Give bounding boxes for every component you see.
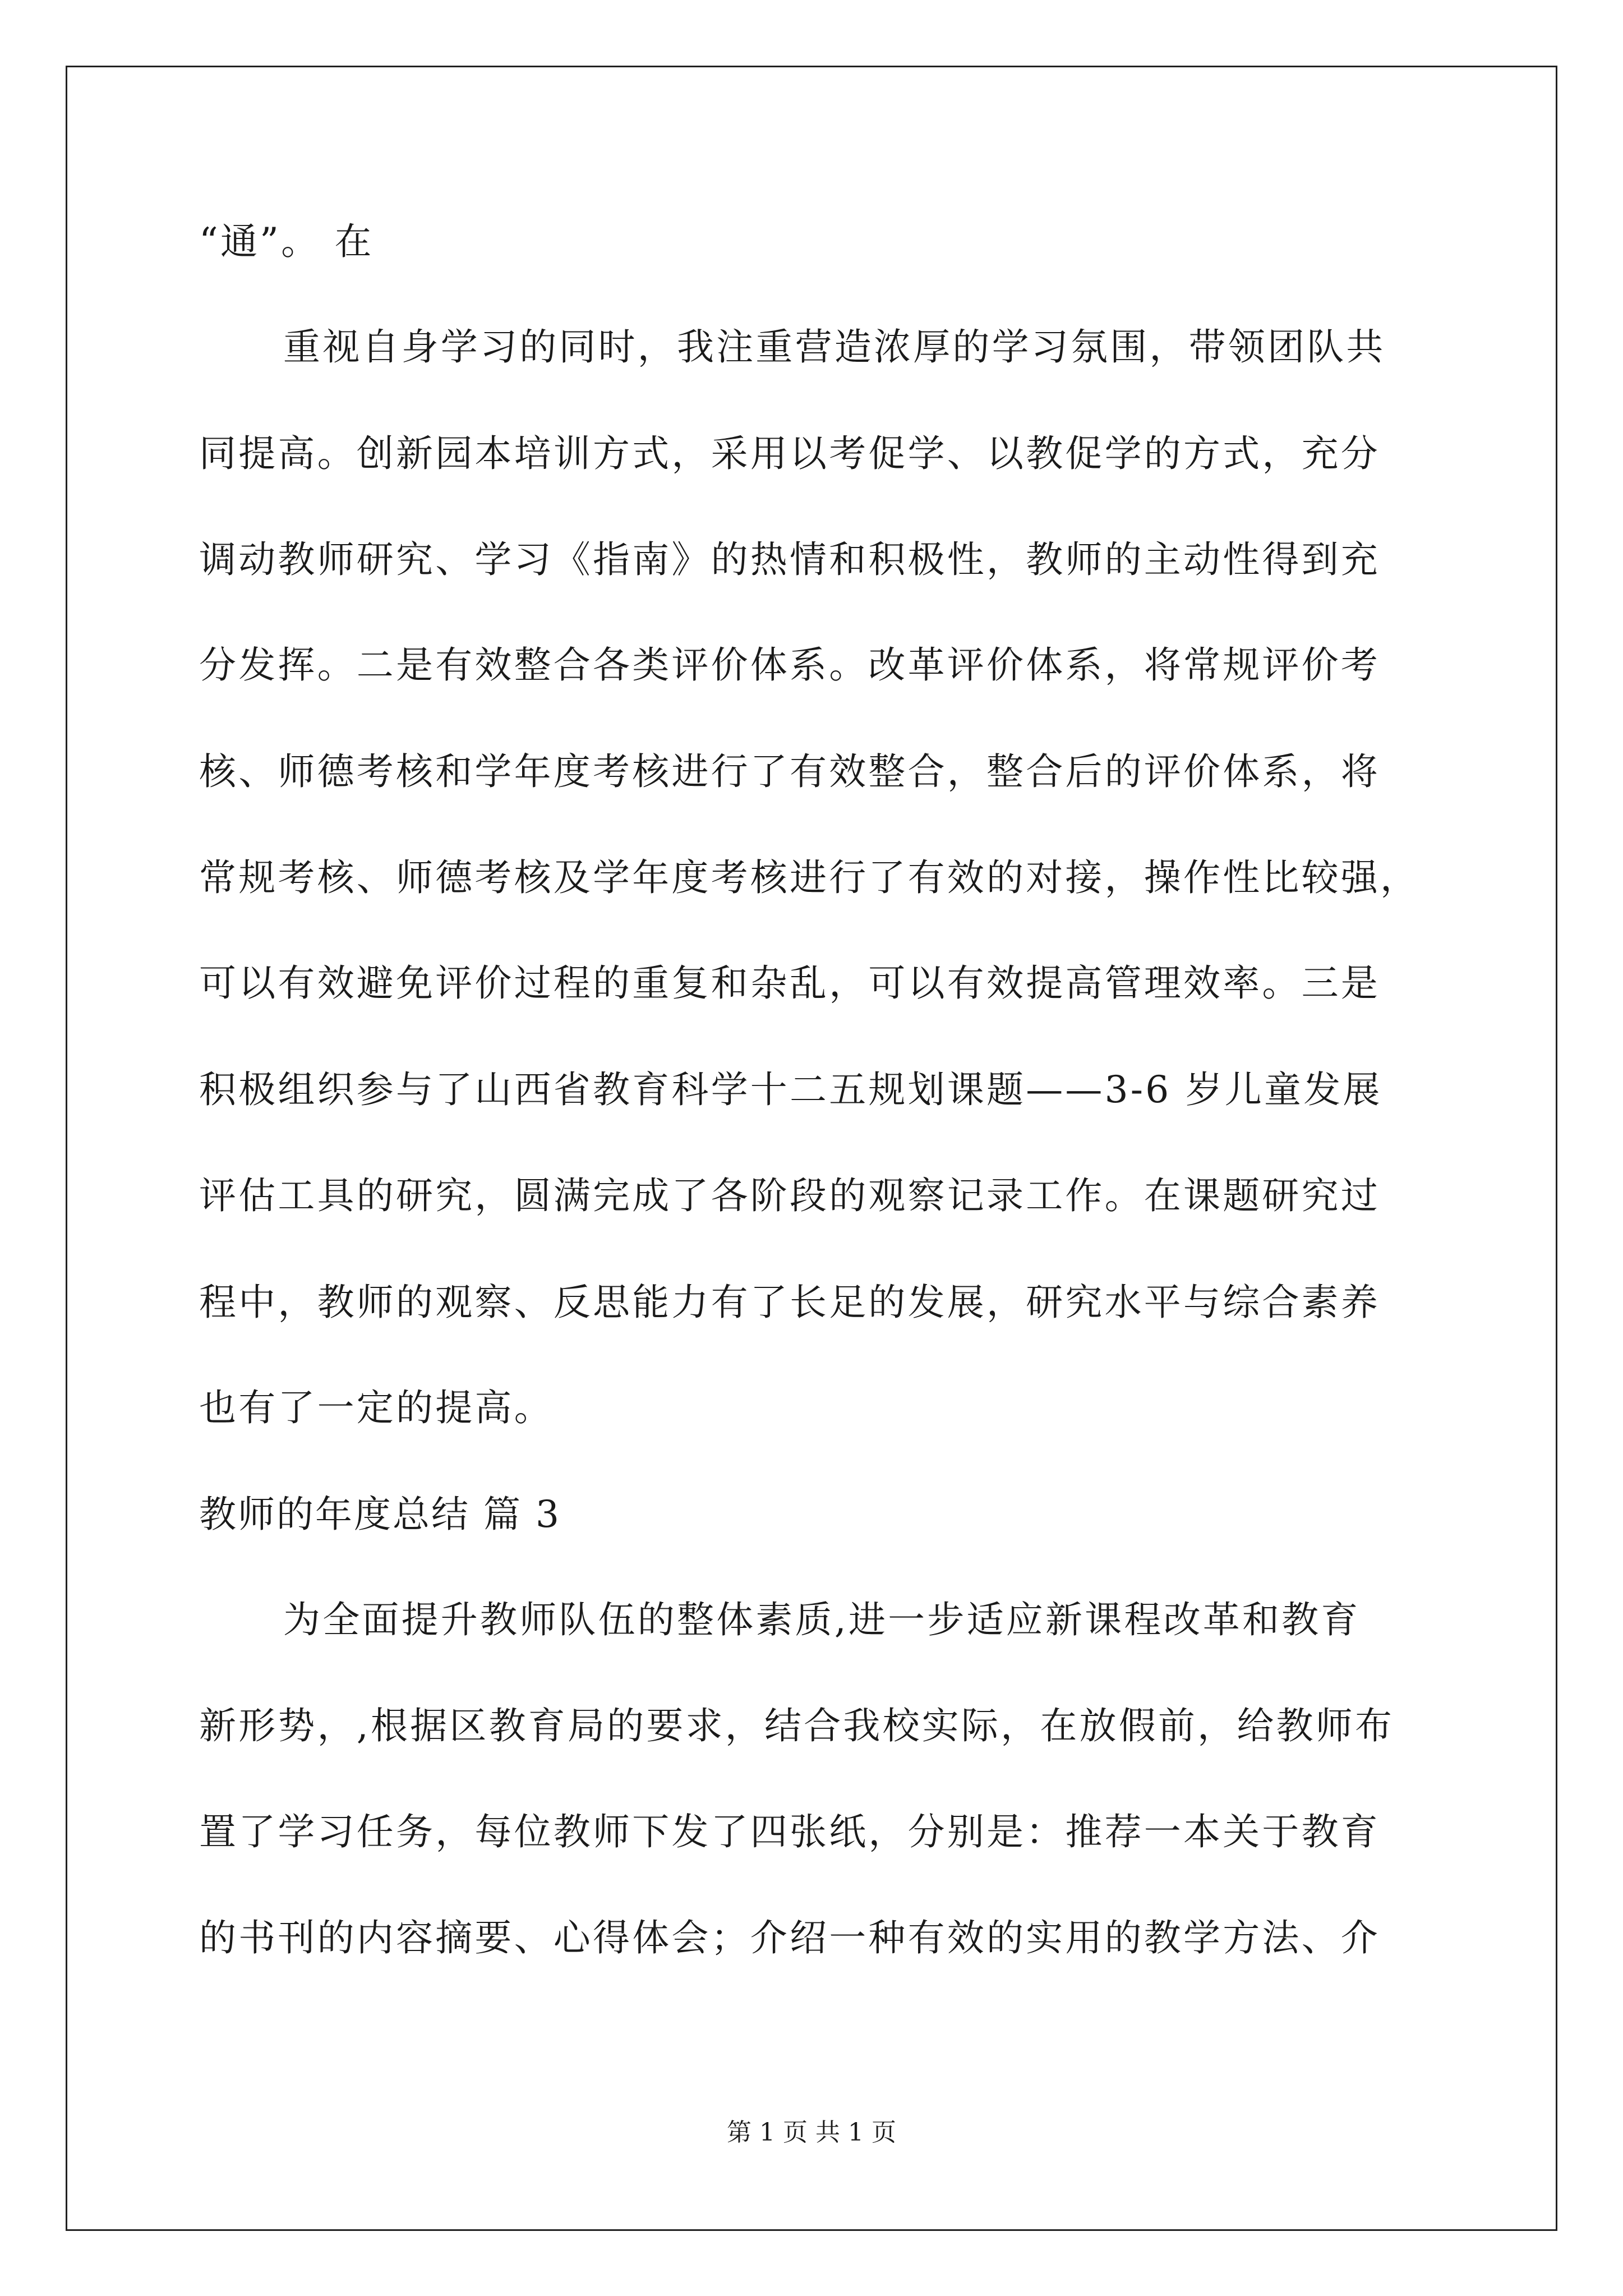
text-line: 积极组织参与了山西省教育科学十二五规划课题——3-6 岁儿童发展	[199, 1068, 1382, 1111]
text-line: 可以有效避免评价过程的重复和杂乱，可以有效提高管理效率。三是	[199, 961, 1380, 1005]
paragraph-first-line: 重视自身学习的同时，我注重营造浓厚的学习氛围，带领团队共	[283, 325, 1386, 369]
text-line: 分发挥。二是有效整合各类评价体系。改革评价体系，将常规评价考	[199, 643, 1380, 687]
section-heading: 教师的年度总结 篇 3	[199, 1493, 561, 1536]
text-line: 的书刊的内容摘要、心得体会；介绍一种有效的实用的教学方法、介	[199, 1916, 1380, 1959]
text-line: 程中，教师的观察、反思能力有了长足的发展，研究水平与综合素养	[199, 1281, 1380, 1324]
text-line: 常规考核、师德考核及学年度考核进行了有效的对接，操作性比较强，	[199, 856, 1420, 899]
text-line: 同提高。创新园本培训方式，采用以考促学、以教促学的方式，充分	[199, 432, 1380, 475]
text-line: 核、师德考核和学年度考核进行了有效整合，整合后的评价体系，将	[199, 750, 1380, 793]
text-line: 调动教师研究、学习《指南》的热情和积极性，教师的主动性得到充	[199, 538, 1380, 581]
page-border	[66, 66, 1557, 2231]
text-line: 新形势，,根据区教育局的要求，结合我校实际，在放假前，给教师布	[199, 1704, 1395, 1747]
text-line: 评估工具的研究，圆满完成了各阶段的观察记录工作。在课题研究过	[199, 1174, 1380, 1217]
text-line: 置了学习任务，每位教师下发了四张纸，分别是：推荐一本关于教育	[199, 1810, 1380, 1853]
paragraph-first-line: 为全面提升教师队伍的整体素质,进一步适应新课程改革和教育	[283, 1598, 1361, 1641]
text-line: “通”。 在	[199, 220, 374, 263]
page-number-footer: 第 1 页 共 1 页	[727, 2118, 896, 2147]
text-line: 也有了一定的提高。	[199, 1386, 554, 1429]
